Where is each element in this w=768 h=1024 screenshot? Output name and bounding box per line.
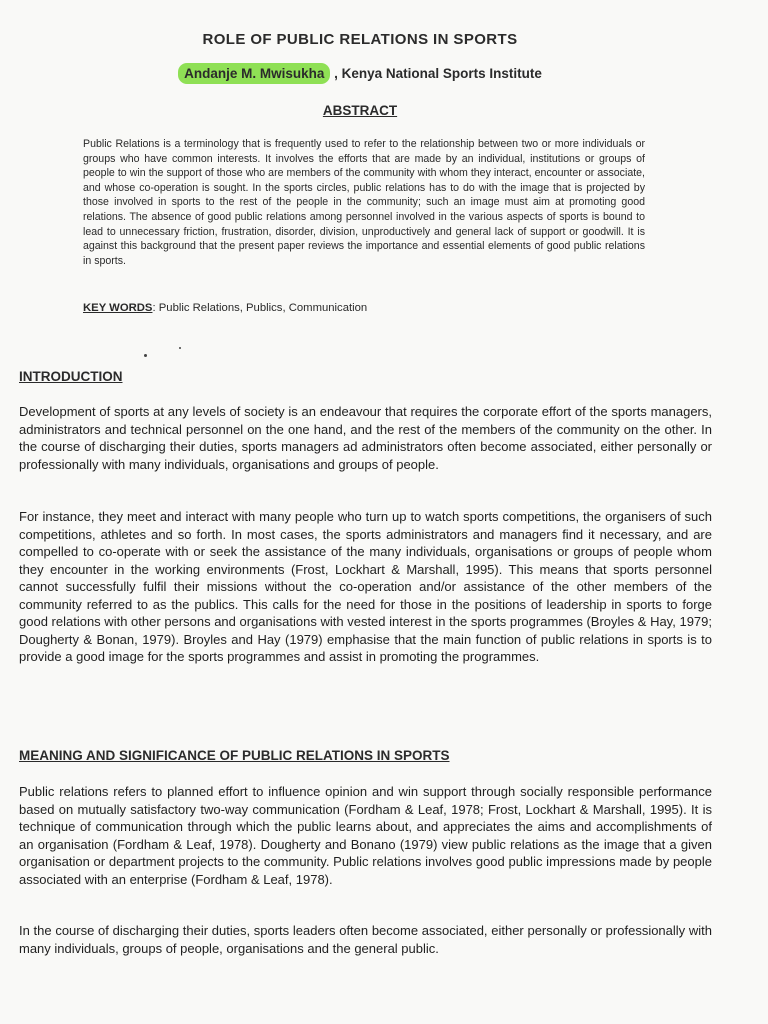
meaning-paragraph-1: Public relations refers to planned effort to influence opinion and win support through socially responsible performance based on mutually satisfactory two-way communication (Fordham & Leaf, 1978; Frost, Lockhart & Marshall, 1995). It is technique of communication through which the public learns about, and appreciates the aims and accomplishments of an organisation (Fordham & Leaf, 1978). Dougherty and Bonano (1979) view public relations as the image that a given organisation or department projects to the community. Public relations involves good public impressions made by people associated with an enterprise (Fordham & Leaf, 1978). [19,784,712,887]
paper-title: ROLE OF PUBLIC RELATIONS IN SPORTS [202,31,518,48]
abstract-heading: ABSTRACT [322,103,398,118]
keywords-label: KEY WORDS [83,302,153,314]
scan-speck [144,354,147,357]
author-line [0,66,720,81]
scan-speck [179,347,181,349]
author-name-highlighted: Andanje M. Mwisukha [178,63,330,84]
keywords-list: : Public Relations, Publics, Communication [152,302,368,314]
section-heading-introduction: INTRODUCTION [19,369,123,384]
section-heading-meaning-significance: MEANING AND SIGNIFICANCE OF PUBLIC RELATIONS IN SPORTS [19,748,450,763]
introduction-paragraph-1: Development of sports at any levels of society is an endeavour that requires the corporate effort of the sports managers, administrators and technical personnel on the one hand, and the rest of the members of the community on the other. In the course of discharging their duties, sports managers ad administrators often become associated, either personally or professionally with many individuals, organisations and groups of people. [19,404,712,472]
keywords-line [83,302,643,314]
meaning-paragraph-2: In the course of discharging their duties, sports leaders often become associated, either personally or professionally with many individuals, groups of people, organisations and the general public. [19,923,712,956]
author-affiliation: , Kenya National Sports Institute [334,66,542,81]
abstract-body: Public Relations is a terminology that is frequently used to refer to the relationship between two or more individuals or groups who have common interests. It involves the efforts that are made by an individual, institutions or groups of people to win the support of those who are members of the community with whom they interact, encounter or associate, and whose co-operation is sought. In the sports circles, public relations has to do with the image that is projected by those involved in sports to the rest of the people in the community; such an image must aim at promoting good relations. The absence of good public relations among personnel involved in the various aspects of sports is bound to lead to unnecessary friction, frustration, disorder, division, unproductively and general lack of support or goodwill. It is against this background that the present paper reviews the importance and essential elements of good public relations in sports. [83,138,645,267]
introduction-paragraph-2: For instance, they meet and interact with many people who turn up to watch sports competitions, the organisers of such competitions, athletes and so forth. In most cases, the sports administrators and managers find it necessary, and are compelled to co-operate with or seek the assistance of the many individuals, organisations or groups of people whom they encounter in the working environments (Frost, Lockhart & Marshall, 1995). This means that sports personnel cannot successfully fulfil their missions without the co-operation and/or assistance of the other members of the community referred to as the publics. This calls for the need for those in the positions of leadership in sports to forge good relations with other persons and organisations with vested interest in the sports programmes (Broyles & Hay, 1979; Dougherty & Bonan, 1979). Broyles and Hay (1979) emphasise that the main function of public relations in sports is to provide a good image for the sports programmes and assist in promoting the programmes. [19,509,712,664]
